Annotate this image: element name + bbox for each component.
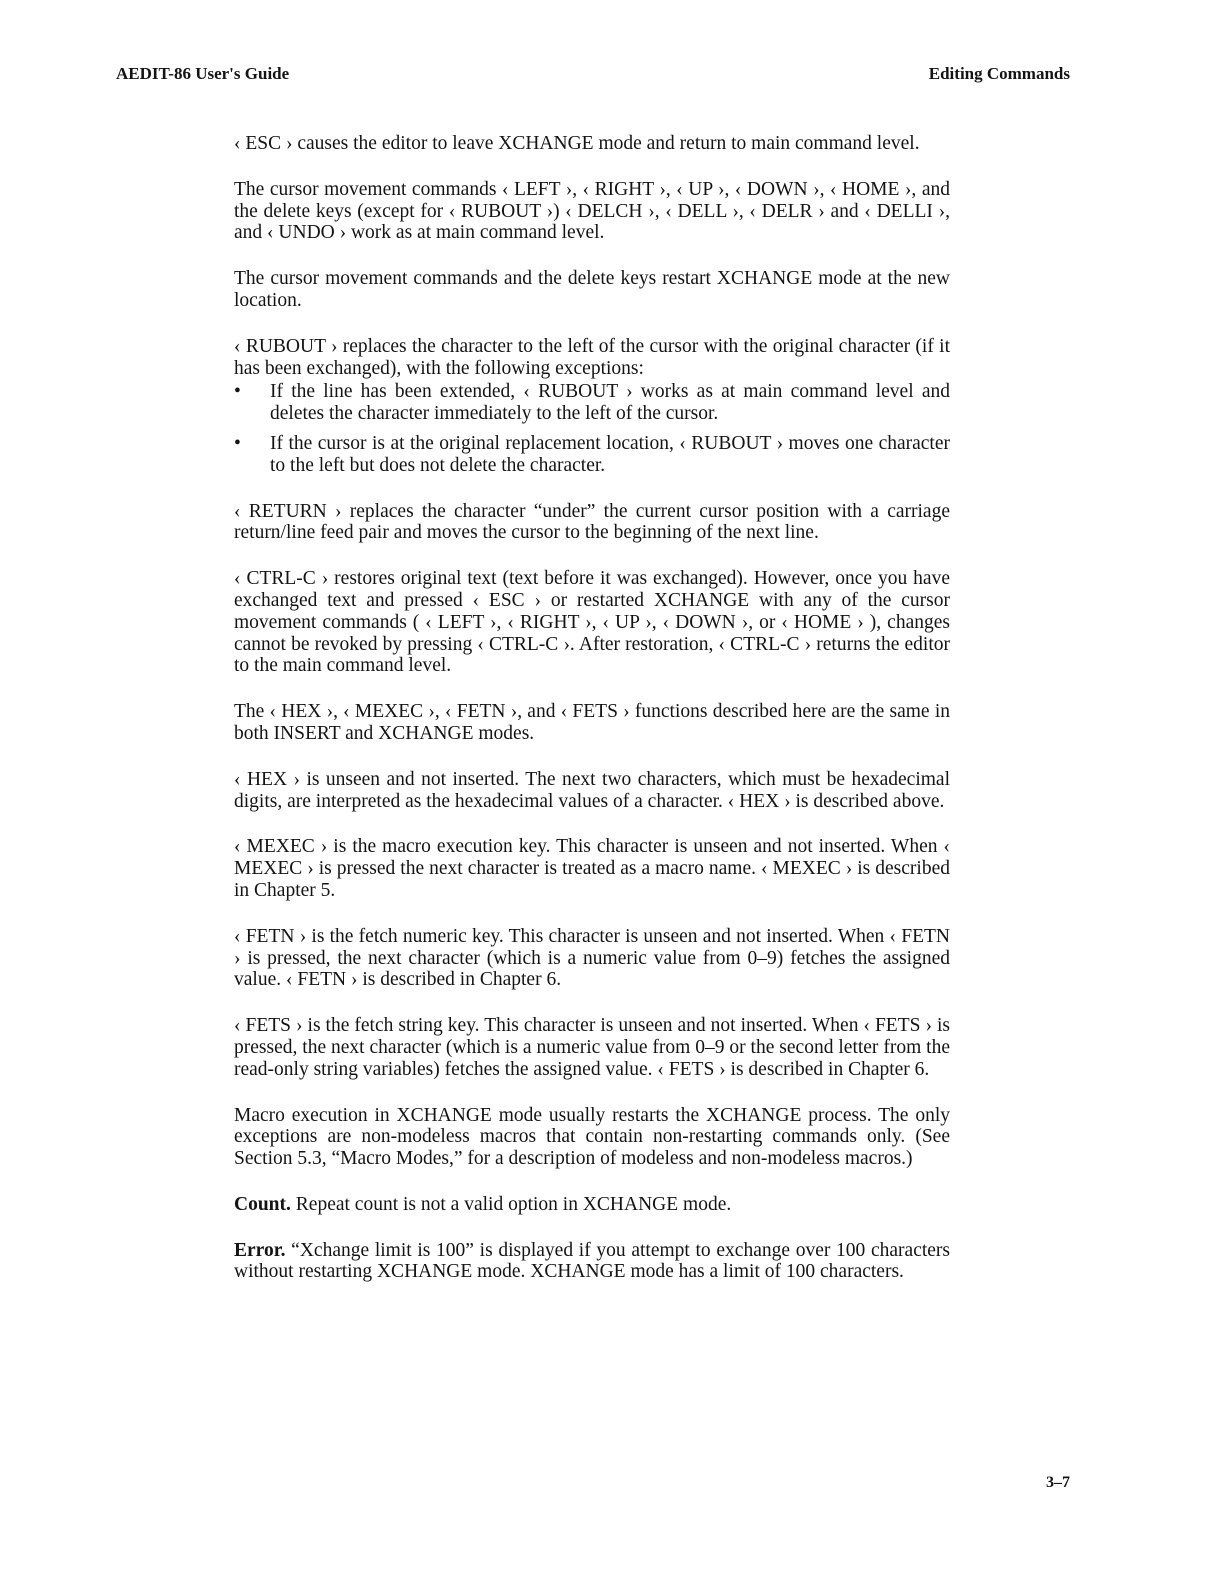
paragraph-restart: The cursor movement commands and the delete keys restart XCHANGE mode at the new location. [234,268,950,311]
error-label: Error. [234,1239,286,1261]
paragraph-fetn: ‹ FETN › is the fetch numeric key. This character is unseen and not inserted. When ‹ FETN › is pressed, the next character (which is a numeric value from 0–9) fetches the assigned value. ‹ FETN › is described in Chapter 6. [234,925,950,991]
paragraph-fets: ‹ FETS › is the fetch string key. This character is unseen and not inserted. When ‹ FETS › is pressed, the next character (which is a numeric value from 0–9 or the second letter from the read-only string variables) fetches the assigned value. ‹ FETS › is described in Chapter 6. [234,1015,950,1080]
paragraph-count [234,1194,950,1216]
count-label: Count. [234,1193,291,1215]
list-item: • If the cursor is at the original replacement location, ‹ RUBOUT › moves one character to the left but does not delete the character. [234,433,950,477]
paragraph-error [234,1240,950,1284]
paragraph-cursor-commands: The cursor movement commands ‹ LEFT ›, ‹ RIGHT ›, ‹ UP ›, ‹ DOWN ›, ‹ HOME ›, and the delete keys (except for ‹ RUBOUT ›) ‹ DELCH ›, ‹ DELL ›, ‹ DELR › and ‹ DELLI ›, and ‹ UNDO › work as at main command level. [234,178,950,244]
paragraph-mexec: ‹ MEXEC › is the macro execution key. This character is unseen and not inserted. When ‹ MEXEC › is pressed the next character is treated as a macro name. ‹ MEXEC › is described in Chapter 5. [234,836,950,901]
running-header-title: AEDIT-86 User's Guide [116,64,290,83]
error-text: “Xchange limit is 100” is displayed if you attempt to exchange over 100 characters without restarting XCHANGE mode. XCHANGE mode has a limit of 100 characters. [234,1239,951,1283]
paragraph-ctrl-c: ‹ CTRL-C › restores original text (text before it was exchanged). However, once you have exchanged text and pressed ‹ ESC › or restarted XCHANGE with any of the cursor movement commands ( ‹ LEFT ›, ‹ RIGHT ›, ‹ UP ›, ‹ DOWN ›, or ‹ HOME › ), changes cannot be revoked by pressing ‹ CTRL-C ›. After restoration, ‹ CTRL-C › returns the editor to the main command level. [234,568,950,677]
paragraph-return: ‹ RETURN › replaces the character “under” the current cursor position with a carriage return/line feed pair and moves the cursor to the beginning of the next line. [234,500,950,544]
paragraph-macro-execution: Macro execution in XCHANGE mode usually restarts the XCHANGE process. The only exceptions are non-modeless macros that contain non-restarting commands only. (See Section 5.3, “Macro Modes,” for a description of modeless and non-modeless macros.) [234,1104,950,1170]
paragraph-functions: The ‹ HEX ›, ‹ MEXEC ›, ‹ FETN ›, and ‹ FETS › functions described here are the same in both INSERT and XCHANGE modes. [234,701,950,744]
running-header-section: Editing Commands [928,64,1070,83]
paragraph-hex: ‹ HEX › is unseen and not inserted. The next two characters, which must be hexadecimal digits, are interpreted as the hexadecimal values of a character. ‹ HEX › is described above. [234,768,950,812]
paragraph-esc: ‹ ESC › causes the editor to leave XCHANGE mode and return to main command level. [234,133,920,154]
paragraph-rubout: ‹ RUBOUT › replaces the character to the left of the cursor with the original character (if it has been exchanged), with the following exceptions: [234,335,950,379]
list-item: • If the line has been extended, ‹ RUBOUT › works as at main command level and deletes the character immediately to the left of the cursor. [234,381,950,425]
page-body [234,133,950,1307]
rubout-exceptions-list [234,381,950,476]
count-text: Repeat count is not a valid option in XCHANGE mode. [295,1193,732,1215]
page-number: 3–7 [1046,1474,1070,1491]
